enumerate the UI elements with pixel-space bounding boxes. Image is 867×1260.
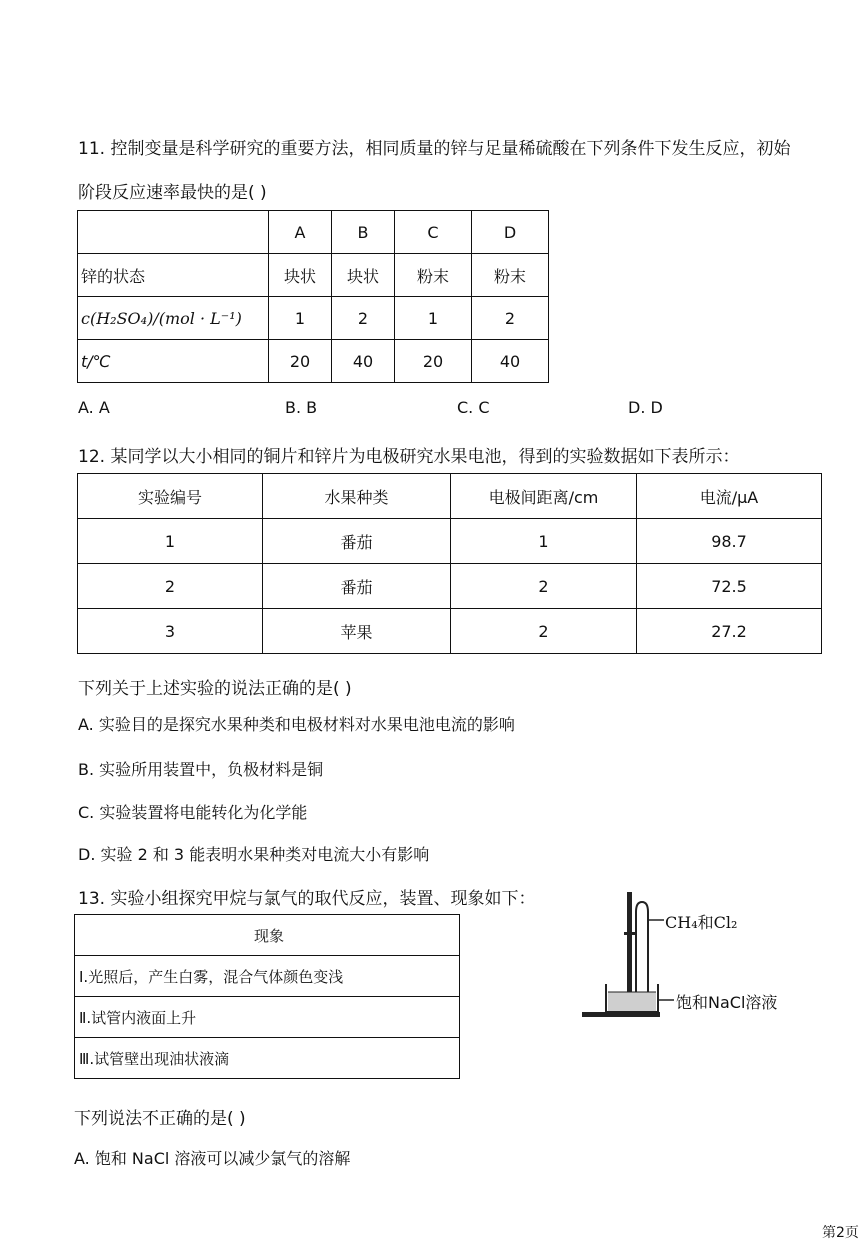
table-row (78, 564, 822, 609)
table-cell: 番茄 (263, 519, 451, 564)
table-cell: t/℃ (78, 340, 269, 383)
q12-option-d: D. 实验 2 和 3 能表明水果种类对电流大小有影响 (78, 845, 430, 864)
table-cell: Ⅰ.光照后，产生白雾，混合气体颜色变浅 (75, 956, 460, 997)
liquid-label: 饱和NaCl溶液 (676, 993, 778, 1012)
table-cell: 2 (451, 564, 637, 609)
table-cell: Ⅲ.试管壁出现油状液滴 (75, 1038, 460, 1079)
table-cell: 粉末 (395, 254, 472, 297)
q11-option-d: D. D (628, 398, 663, 417)
table-cell: 20 (269, 340, 332, 383)
table-cell: 实验编号 (78, 474, 263, 519)
table-cell: 块状 (269, 254, 332, 297)
table-cell: D (472, 211, 549, 254)
saline-solution (608, 992, 656, 1011)
q12-option-b: B. 实验所用装置中，负极材料是铜 (78, 760, 324, 779)
q12-option-c: C. 实验装置将电能转化为化学能 (78, 803, 308, 822)
table-cell: 40 (332, 340, 395, 383)
table-row (75, 1038, 460, 1079)
table-cell: 2 (472, 297, 549, 340)
table-cell (78, 211, 269, 254)
q11-option-c: C. C (457, 398, 490, 417)
table-cell: 2 (451, 609, 637, 654)
table-cell: 2 (78, 564, 263, 609)
q12-table (77, 473, 822, 654)
table-cell: 电极间距离/cm (451, 474, 637, 519)
stand-base (582, 1012, 660, 1017)
table-cell: 1 (78, 519, 263, 564)
q12-prompt: 下列关于上述实验的说法正确的是( ) (78, 679, 352, 699)
table-cell: 98.7 (637, 519, 822, 564)
table-row (78, 519, 822, 564)
table-cell: 粉末 (472, 254, 549, 297)
table-cell: 水果种类 (263, 474, 451, 519)
q11-option-b: B. B (285, 398, 318, 417)
table-cell: 1 (451, 519, 637, 564)
table-row (78, 211, 549, 254)
q11-option-a: A. A (78, 398, 110, 417)
table-cell: 27.2 (637, 609, 822, 654)
q11-stem-line1: 11. 控制变量是科学研究的重要方法，相同质量的锌与足量稀硫酸在下列条件下发生反应，初始 (78, 139, 791, 159)
table-cell: B (332, 211, 395, 254)
q11-table (77, 210, 549, 383)
table-row (78, 340, 549, 383)
table-row (78, 297, 549, 340)
table-cell: 苹果 (263, 609, 451, 654)
table-cell: 锌的状态 (78, 254, 269, 297)
table-row (75, 997, 460, 1038)
q13-option-a: A. 饱和 NaCl 溶液可以减少氯气的溶解 (74, 1149, 351, 1168)
apparatus-diagram (578, 888, 690, 1028)
table-header-cell: 现象 (75, 915, 460, 956)
table-cell: 2 (332, 297, 395, 340)
table-cell: 20 (395, 340, 472, 383)
table-cell: A (269, 211, 332, 254)
table-cell: C (395, 211, 472, 254)
table-cell: 1 (395, 297, 472, 340)
q12-stem: 12. 某同学以大小相同的铜片和锌片为电极研究水果电池，得到的实验数据如下表所示： (78, 447, 740, 467)
table-cell: 1 (269, 297, 332, 340)
table-cell: 番茄 (263, 564, 451, 609)
q13-prompt: 下列说法不正确的是( ) (74, 1109, 246, 1129)
table-row (78, 474, 822, 519)
table-row (75, 915, 460, 956)
table-cell: 72.5 (637, 564, 822, 609)
test-tube (636, 902, 648, 1000)
page-number: 第2页 (822, 1225, 859, 1241)
table-row (78, 254, 549, 297)
q13-stem: 13. 实验小组探究甲烷与氯气的取代反应，装置、现象如下： (78, 889, 536, 909)
table-cell: 块状 (332, 254, 395, 297)
table-cell: 40 (472, 340, 549, 383)
q11-stem-line2: 阶段反应速率最快的是( ) (78, 183, 267, 203)
table-cell: c(H₂SO₄)/(mol · L⁻¹) (78, 297, 269, 340)
table-row (78, 609, 822, 654)
table-row (75, 956, 460, 997)
table-cell: 电流/μA (637, 474, 822, 519)
table-cell: Ⅱ.试管内液面上升 (75, 997, 460, 1038)
table-cell: 3 (78, 609, 263, 654)
gas-label: CH₄和Cl₂ (665, 913, 738, 932)
q12-option-a: A. 实验目的是探究水果种类和电极材料对水果电池电流的影响 (78, 715, 515, 734)
q13-phenomena-table (74, 914, 460, 1079)
